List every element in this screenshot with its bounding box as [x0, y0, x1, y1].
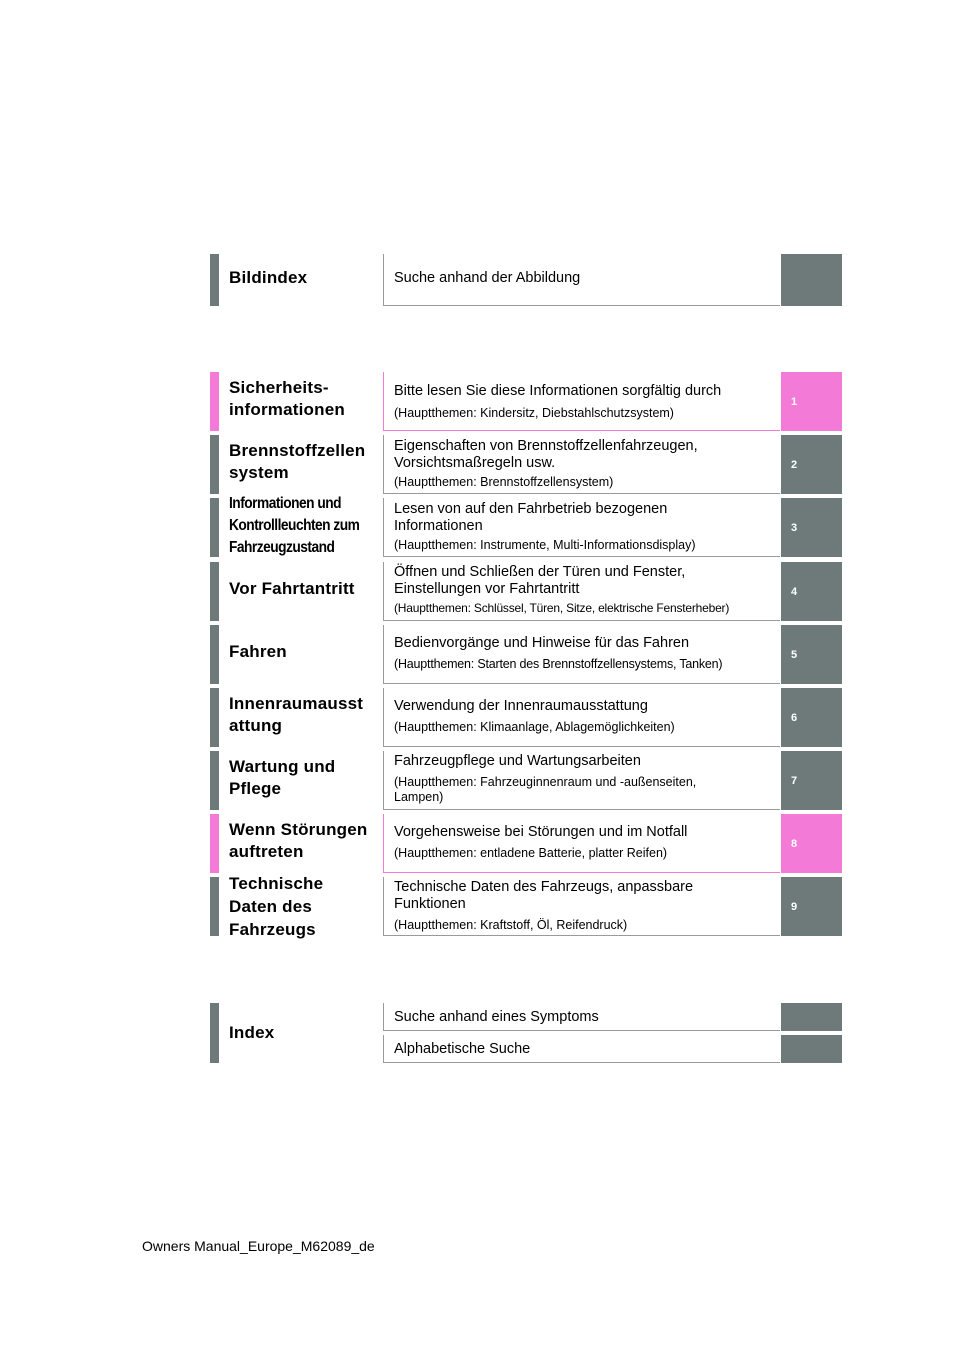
- chapter-desc-cell: [383, 814, 780, 873]
- chapter-tab[interactable]: 7: [781, 751, 842, 810]
- chapter-title-text: Fahren: [229, 642, 287, 661]
- chapter-tab[interactable]: 2: [781, 435, 842, 494]
- section-bar: [210, 625, 219, 684]
- chapter-main: Vorgehensweise bei Störungen und im Notfall: [394, 824, 688, 840]
- chapter-main: Bitte lesen Sie diese Informationen sorgfältig durch: [394, 383, 722, 399]
- index-item-label: Alphabetische Suche: [394, 1041, 531, 1057]
- chapter-tab[interactable]: 5: [781, 625, 842, 684]
- index-item-alphabetical[interactable]: [383, 1035, 780, 1063]
- bildindex-desc: Suche anhand der Abbildung: [394, 270, 581, 286]
- chapter-main: Lesen von auf den Fahrbetrieb bezogenen Informationen: [394, 501, 668, 534]
- bildindex-row[interactable]: [210, 254, 842, 306]
- chapter-row[interactable]: [210, 814, 842, 873]
- chapter-desc-cell: [383, 877, 780, 936]
- section-bar: [210, 562, 219, 621]
- chapter-desc-cell: [383, 372, 780, 431]
- chapter-desc-cell: [383, 498, 780, 557]
- chapter-desc-cell: [383, 435, 780, 494]
- section-bar: [210, 254, 219, 306]
- chapter-title-text: Wartung und Pflege: [229, 757, 336, 798]
- chapter-sub: (Hauptthemen: Fahrzeuginnenraum und -außenseiten, Lampen): [394, 775, 697, 804]
- index-item-label: Suche anhand eines Symptoms: [394, 1009, 599, 1025]
- section-bar: [210, 1003, 219, 1063]
- chapter-row[interactable]: [210, 625, 842, 684]
- bildindex-title: Bildindex: [229, 268, 308, 287]
- index-row: [210, 1003, 842, 1063]
- chapter-desc-cell: [383, 751, 780, 810]
- chapter-tab[interactable]: 3: [781, 498, 842, 557]
- chapter-sub: (Hauptthemen: Instrumente, Multi-Informationsdisplay): [394, 538, 696, 552]
- chapter-main: Technische Daten des Fahrzeugs, anpassbare Funktionen: [394, 879, 694, 912]
- chapter-main: Verwendung der Innenraumausstattung: [394, 698, 648, 714]
- section-bar: [210, 372, 219, 431]
- chapter-row[interactable]: [210, 874, 842, 939]
- chapter-sub: (Hauptthemen: Kraftstoff, Öl, Reifendruck): [394, 918, 628, 932]
- chapter-row[interactable]: [210, 435, 842, 494]
- index-item-symptom[interactable]: [383, 1003, 780, 1031]
- chapter-row[interactable]: [210, 495, 842, 557]
- section-bar: [210, 751, 219, 810]
- chapter-title: [229, 641, 379, 663]
- chapter-title: [229, 493, 384, 559]
- chapter-title-text: Wenn Störungen auftreten: [229, 820, 368, 861]
- chapter-sub: (Hauptthemen: Schlüssel, Türen, Sitze, elektrische Fensterheber): [394, 601, 730, 615]
- section-bar: [210, 498, 219, 557]
- chapter-sub: (Hauptthemen: Brennstoffzellensystem): [394, 475, 614, 489]
- chapter-title: [229, 819, 379, 863]
- section-bar: [210, 435, 219, 494]
- index-tab-symptom[interactable]: [781, 1003, 842, 1031]
- chapter-title-text: Brennstoffzellen system: [229, 441, 366, 482]
- bildindex-desc-cell: [383, 254, 780, 306]
- chapter-title: [229, 440, 379, 484]
- chapter-tab[interactable]: 6: [781, 688, 842, 747]
- chapter-tab[interactable]: 8: [781, 814, 842, 873]
- chapter-sub: (Hauptthemen: entladene Batterie, platter Reifen): [394, 846, 668, 860]
- chapter-row[interactable]: [210, 372, 842, 431]
- chapter-tab[interactable]: 9: [781, 877, 842, 936]
- chapter-title-text: Vor Fahrtantritt: [229, 579, 355, 598]
- chapter-desc-cell: [383, 688, 780, 747]
- chapter-title-text: Technische Daten des Fahrzeugs: [229, 874, 324, 939]
- section-bar: [210, 877, 219, 936]
- chapter-row[interactable]: [210, 688, 842, 747]
- chapter-title-text: Informationen und Kontrollleuchten zum Fahrzeugzustand: [229, 495, 360, 556]
- chapter-row[interactable]: [210, 751, 842, 810]
- chapter-tab[interactable]: 4: [781, 562, 842, 621]
- chapter-title: [229, 377, 379, 421]
- chapter-title: [229, 872, 379, 941]
- chapter-title: [229, 756, 379, 800]
- section-bar: [210, 688, 219, 747]
- chapter-main: Bedienvorgänge und Hinweise für das Fahren: [394, 635, 690, 651]
- section-bar: [210, 814, 219, 873]
- chapter-tab[interactable]: 1: [781, 372, 842, 431]
- chapter-sub: (Hauptthemen: Klimaanlage, Ablagemöglichkeiten): [394, 720, 675, 734]
- bildindex-tab[interactable]: [781, 254, 842, 306]
- chapter-main: Eigenschaften von Brennstoffzellenfahrzeugen, Vorsichtsmaßregeln usw.: [394, 438, 698, 471]
- index-tab-alphabetical[interactable]: [781, 1035, 842, 1063]
- chapter-sub: (Hauptthemen: Kindersitz, Diebstahlschutzsystem): [394, 406, 674, 420]
- chapter-sub: (Hauptthemen: Starten des Brennstoffzellensystems, Tanken): [394, 657, 723, 671]
- chapter-main: Öffnen und Schließen der Türen und Fenster, Einstellungen vor Fahrtantritt: [394, 564, 686, 597]
- chapter-desc-cell: [383, 625, 780, 684]
- footer-label: Owners Manual_Europe_M62089_de: [142, 1238, 375, 1254]
- chapter-title-text: Innenraumausst attung: [229, 694, 364, 735]
- chapter-desc-cell: [383, 562, 780, 621]
- chapter-row[interactable]: [210, 562, 842, 621]
- chapter-title: [229, 578, 389, 600]
- chapter-title: [229, 693, 379, 737]
- index-title: Index: [229, 1023, 275, 1042]
- chapter-main: Fahrzeugpflege und Wartungsarbeiten: [394, 753, 641, 769]
- chapter-title-text: Sicherheits- informationen: [229, 378, 345, 419]
